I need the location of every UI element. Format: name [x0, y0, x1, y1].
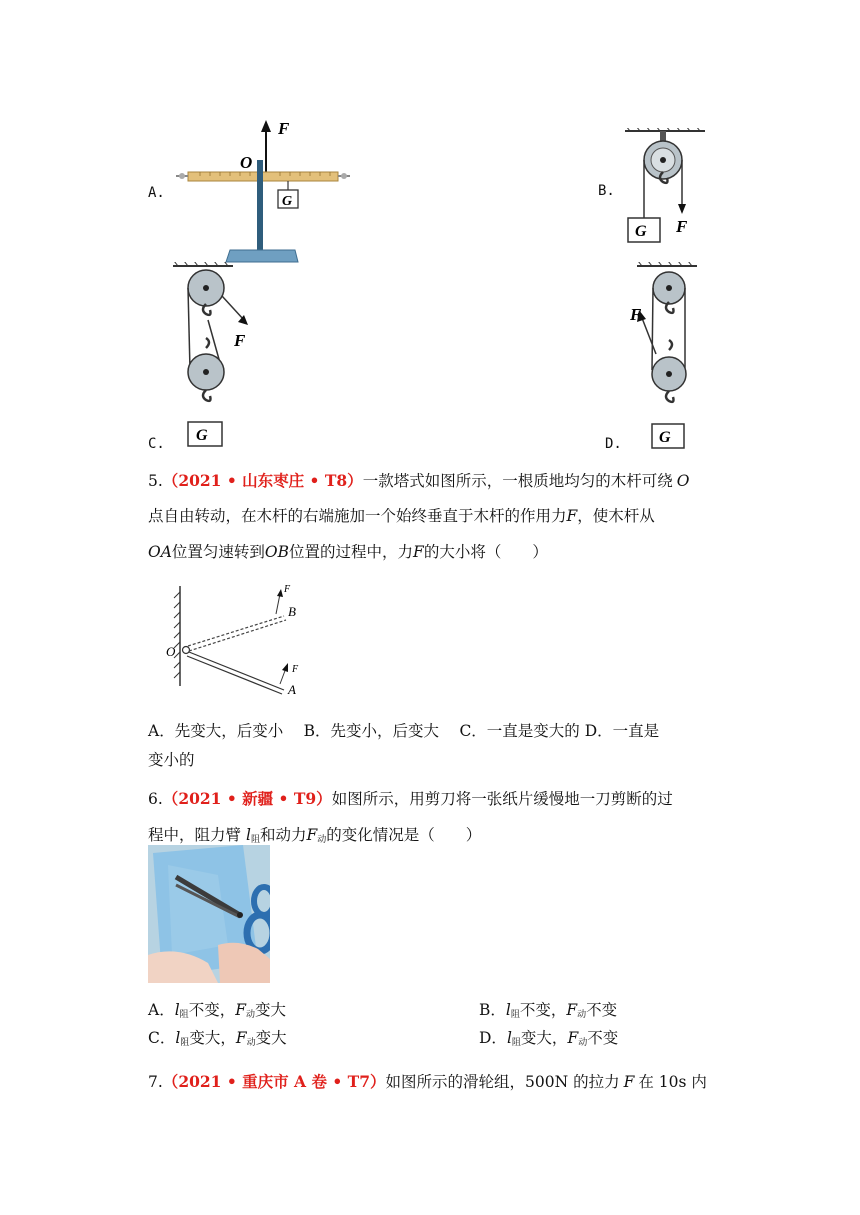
label-f: F	[292, 664, 299, 675]
option-b-letter: B.	[598, 183, 615, 199]
q5-line-3: OA位置匀速转到OB位置的过程中，力F的大小将（ ）	[148, 543, 548, 561]
figure-b-fixed-pulley	[620, 128, 710, 253]
label-o: O	[166, 644, 176, 659]
q5-line-1: 5.（2021 • 山东枣庄 • T8）一款塔式如图所示，一根质地均匀的木杆可绕 O	[148, 471, 690, 490]
q6-source: （2021 • 新疆 • T9）	[162, 789, 332, 808]
figure-a-lever	[170, 112, 360, 267]
q5-figure-rod	[160, 578, 310, 696]
arrow-down-icon	[678, 204, 686, 214]
label-f: F	[284, 584, 291, 595]
label-a: A	[288, 682, 296, 696]
arrow-up-icon	[261, 120, 271, 132]
q6-scissors-photo	[148, 845, 270, 983]
option-c-letter: C.	[148, 436, 165, 452]
label-o: O	[240, 153, 253, 172]
label-b: B	[288, 604, 296, 619]
q6-option-b: B．$l_阻$不变，$F_动$不变	[479, 1001, 618, 1020]
option-a-letter: A.	[148, 185, 165, 201]
q6-line-1: 6.（2021 • 新疆 • T9）如图所示，用剪刀将一张纸片缓慢地一刀剪断的过	[148, 789, 673, 808]
q5-options-line-1: A．先变大，后变小 B．先变小，后变大 C．一直是变大的 D．一直是	[148, 722, 660, 740]
label-g: G	[659, 429, 671, 446]
q7-source: （2021 • 重庆市 A 卷 • T7）	[162, 1072, 386, 1091]
arrow-icon	[238, 315, 248, 325]
q6-option-a: A．$l_阻$不变，$F_动$变大	[148, 1001, 286, 1020]
label-f: F	[630, 305, 642, 324]
q6-option-c: C．$l_阻$变大，$F_动$变大	[148, 1029, 287, 1048]
label-g: G	[282, 194, 293, 209]
label-f: F	[278, 119, 290, 138]
q6-line-2: 程中，阻力臂 $l_阻$和动力$F_动$的变化情况是（ ）	[148, 826, 482, 845]
label-f: F	[234, 331, 246, 350]
label-g: G	[635, 223, 647, 240]
q7-line-1: 7.（2021 • 重庆市 A 卷 • T7）如图所示的滑轮组，500N 的拉力 F 在 10s 内	[148, 1072, 707, 1091]
label-f: F	[676, 217, 688, 236]
figure-d-pulley-block	[622, 262, 702, 452]
label-g: G	[196, 427, 208, 444]
figure-c-pulley-block	[168, 262, 268, 452]
q5-line-2: 点自由转动，在木杆的右端施加一个始终垂直于木杆的作用力F，使木杆从	[148, 507, 655, 525]
q5-source: （2021 • 山东枣庄 • T8）	[162, 471, 363, 490]
q5-options-line-2: 变小的	[148, 751, 195, 769]
q6-option-d: D．$l_阻$变大，$F_动$不变	[479, 1029, 619, 1048]
option-d-letter: D.	[605, 436, 622, 452]
